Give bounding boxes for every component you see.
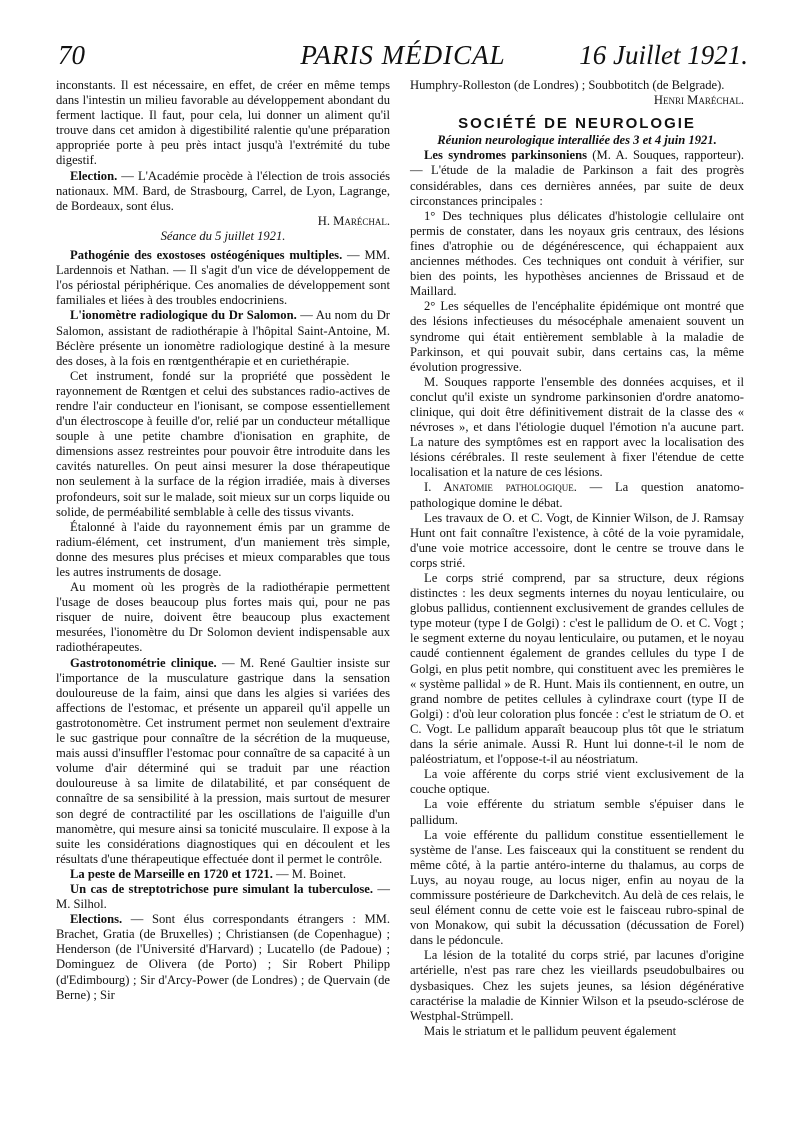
paragraph: inconstants. Il est nécessaire, en effet, de créer en même temps dans l'intestin un milieu favorable au développement abondant du ferment lactique. Il faut, pour cela, lui donner un aliment qu'il trouve dans cet amidon à digestibilité ralentie qu'une préparation appropriée porte à peu près intact jusqu'à l'extrémité du tube digestif.: [56, 78, 390, 168]
paragraph: Le corps strié comprend, par sa structure, deux régions distinctes : les deux segments internes du noyau lenticulaire, ou globus pallidus, contiennent exclusivement de grandes cellules de type moteur (type I de Golgi) : c'est le pallidum de O. et C. Vogt ; le segment externe du noyau lenticulaire, ou putamen, et le noyau caudé contiennent également de grandes cellules du type I de Golgi, en plus petit nombre, qui constituent avec les premières le « système pallidal » de R. Hunt. Mais ils contiennent, en outre, un grand nombre de petites cellules à cylindraxe court (type II de Golgi) : d'où leur coloration plus foncée : c'est le striatum de O. et C. Vogt. Le pallidum apparaît beaucoup plus tôt que le striatum dans la série animale. Aussi R. Hunt lui donne-t-il le nom de paléostriatum, et l'oppose-t-il au néostriatum.: [410, 571, 744, 767]
paragraph-text: — M. Boinet.: [272, 866, 346, 881]
section-title: L'ionomètre radiologique du Dr Salomon.: [70, 308, 297, 323]
paragraph: [56, 656, 390, 867]
paragraph-text: — Sont élus correspondants étrangers : MM. Brachet, Gratia (de Bruxelles) ; Christiansen (de Copenhague) ; Henderson (de l'Université d'Harvard) ; Lucatello (de Padoue) ; Dominguez de Olivera (de Porto) ; Sir Robert Philipp (d'Edimbourg) ; Sir d'Arcy-Power (de Londres) ; de Quervain (de Berne) ; Sir: [56, 912, 390, 1002]
paragraph: Les travaux de O. et C. Vogt, de Kinnier Wilson, de J. Ramsay Hunt ont fait connaître l'existence, à côté de la voie pyramidale, d'une voie motrice accessoire, dont le centre se trouve dans le corps strié.: [410, 510, 744, 570]
left-column: [56, 78, 390, 1003]
paragraph-text: (M. A. Souques, rapporteur). — L'étude de la maladie de Parkinson a fait des progrès considérables, dans ces dernières années, par suite de deux circonstances principales :: [410, 148, 744, 208]
section-title: I. Anatomie pathologique.: [424, 480, 577, 495]
paragraph-text: — Au nom du Dr Salomon, assistant de radiothérapie à l'hôpital Saint-Antoine, M. Béclère présente un ionomètre radiologique destiné à la mesure des doses, à la fois en rœntgenthérapie et en curiethérapie.: [56, 308, 390, 368]
paragraph: [56, 912, 390, 1003]
paragraph-text: — MM. Lardennois et Nathan. — Il s'agit d'un vice de développement de l'os périostal périphérique. Ces anomalies de développement sont familiales et liées à des troubles endocriniens.: [56, 248, 391, 308]
paragraph: Humphry-Rolleston (de Londres) ; Soubbotitch (de Belgrade).: [410, 78, 725, 92]
section-title: Elections.: [70, 912, 123, 927]
paragraph: Étalonné à l'aide du rayonnement émis par un gramme de radium-élément, cet instrument, d'un maniement très simple, donne des mesures plus précises et mieux comparables que tous les autres instruments de dosage.: [56, 519, 390, 579]
paragraph: [56, 248, 390, 308]
section-title: Gastrotonométrie clinique.: [70, 655, 217, 670]
paragraph: La lésion de la totalité du corps strié, par lacunes d'origine artérielle, n'est pas rare chez les vieillards pseudobulbaires ou dysbasiques. Chez les sujets jeunes, sa lésion dégénérative caractérise la maladie de Kinnier Wilson et la pseudo-sclérose de Westphal-Strümpell.: [410, 948, 744, 1023]
paragraph: [56, 308, 390, 368]
paragraph: Cet instrument, fondé sur la propriété que possèdent le rayonnement de Rœntgen et celui des substances radio-actives de rendre l'air conducteur en l'ionisant, se compose essentiellement d'un électroscope à feuille d'or, relié par un conducteur métallique souple à une petite chambre d'ionisation en graphite, de dimensions assez restreintes pour pouvoir être introduite dans les cavités naturelles. On peut ainsi mesurer la dose thérapeutique non seulement à la surface de la région irradiée, mais à diverses profondeurs, soit sur le malade, soit mieux sur un corps liquide ou solide, de perméabilité semblable à celle des tissus vivants.: [56, 368, 390, 519]
section-title: Un cas de streptotrichose pure simulant la tuberculose.: [70, 881, 374, 896]
journal-title: PARIS MÉDICAL: [300, 40, 506, 70]
page-header: [58, 40, 748, 74]
paragraph: [410, 480, 744, 510]
paragraph: La voie efférente du striatum semble s'épuiser dans le pallidum.: [410, 797, 744, 827]
paragraph: [56, 867, 390, 882]
paragraph: 2° Les séquelles de l'encéphalite épidémique ont montré que des lésions infectieuses du mésocéphale amenaient souvent un syndrome qui était entièrement semblable à la maladie de Parkinson, et qui pouvait subir, dans certains cas, la même évolution progressive.: [410, 299, 744, 374]
society-subtitle: Réunion neurologique interalliée des 3 et 4 juin 1921.: [437, 133, 717, 148]
issue-date: 16 Juillet 1921.: [579, 40, 748, 70]
session-date: Séance du 5 juillet 1921.: [160, 228, 286, 243]
paragraph: [410, 148, 744, 208]
signature: Henri Maréchal.: [653, 93, 744, 108]
paragraph: Au moment où les progrès de la radiothérapie permettent l'usage de doses beaucoup plus fortes mais qui, pour ne pas risquer de nuire, doivent être beaucoup plus exactement mesurées, l'ionomètre du Dr Solomon devient indispensable aux radiothérapeutes.: [56, 580, 390, 655]
paragraph: [56, 882, 390, 912]
section-title: La peste de Marseille en 1720 et 1721.: [70, 866, 273, 881]
section-title: Les syndromes parkinsoniens: [424, 148, 587, 163]
paragraph: [56, 169, 390, 214]
paragraph: 1° Des techniques plus délicates d'histologie cellulaire ont permis de constater, dans les noyaux gris centraux, des lésions fines d'atrophie ou de dégénérescence, qui échappaient aux anciennes méthodes. Ces techniques ont conduit à vérifier, sur bien des points, les hypothèses anciennes de Brissaud et de Maillard.: [410, 208, 744, 299]
paragraph-text: — La question anatomo-pathologique domine le débat.: [410, 480, 744, 510]
paragraph-text: — M. René Gaultier insiste sur l'importance de la musculature gastrique dans la sensation douloureuse de la faim, ainsi que dans les algies si variées des affections de l'estomac, et présente un appareil qu'il appelle un gastrotonomètre. Cet instrument permet non seulement d'extraire le suc gastrique pour connaître de la sécrétion de la muqueuse, mais aussi d'insuffler l'estomac pour connaître de sa capacité à un volume d'air déterminé qui se traduit par une réaction douloureuse à sa limite de dilatabilité, et par conséquent de connaître de sa sensibilité à la pression, mais surtout de mesurer son degré de contractilité par les oscillations de l'aiguille d'un manomètre, qui mesure ainsi sa tonicité musculaire. Il expose à la suite les considérations diagnostiques qui en découlent et les résultats d'une thérapeutique effectuée dont il permet le contrôle.: [56, 655, 390, 866]
society-heading: SOCIÉTÉ DE NEUROLOGIE: [458, 115, 696, 133]
section-title: Election.: [70, 168, 118, 183]
section-title: Pathogénie des exostoses ostéogéniques multiples.: [70, 248, 343, 263]
paragraph: La voie efférente du pallidum constitue essentiellement le système de l'anse. Les faisceaux qui la constituent se rendent du même côté, à la partie antéro-interne du thalamus, au corps de Luys, au noyau rouge, au locus niger, enfin au noyau de la commissure postérieure de Darkchevitch. Au delà de ces relais, le seul élément connu de cette voie est le faisceau rubro-spinal de von Monakow, qui subit la décussation (décussation de Forel) dans le pédoncule.: [410, 827, 744, 948]
paragraph-text: — L'Académie procède à l'élection de trois associés nationaux. MM. Bard, de Strasbourg, Carrel, de Lyon, Lagrange, de Bordeaux, sont élus.: [56, 168, 390, 213]
page-number: 70: [58, 40, 85, 70]
right-column: [410, 78, 744, 1039]
paragraph: La voie afférente du corps strié vient exclusivement de la couche optique.: [410, 767, 744, 797]
paragraph: Mais le striatum et le pallidum peuvent également: [424, 1023, 677, 1038]
signature: H. Maréchal.: [317, 213, 390, 228]
paragraph: M. Souques rapporte l'ensemble des données acquises, et il conclut qu'il existe un syndrome parkinsonien d'ordre anatomo-clinique, qui doit être définitivement distrait de la classe des « névroses », et dans l'étiologie duquel l'émotion n'a aucune part. La nature des symptômes est en rapport avec la localisation des lésions cérébrales. Il reste seulement à fixer l'étendue de cette localisation et la nature de ces lésions.: [410, 374, 744, 480]
paragraph-text: — M. Silhol.: [56, 881, 390, 912]
